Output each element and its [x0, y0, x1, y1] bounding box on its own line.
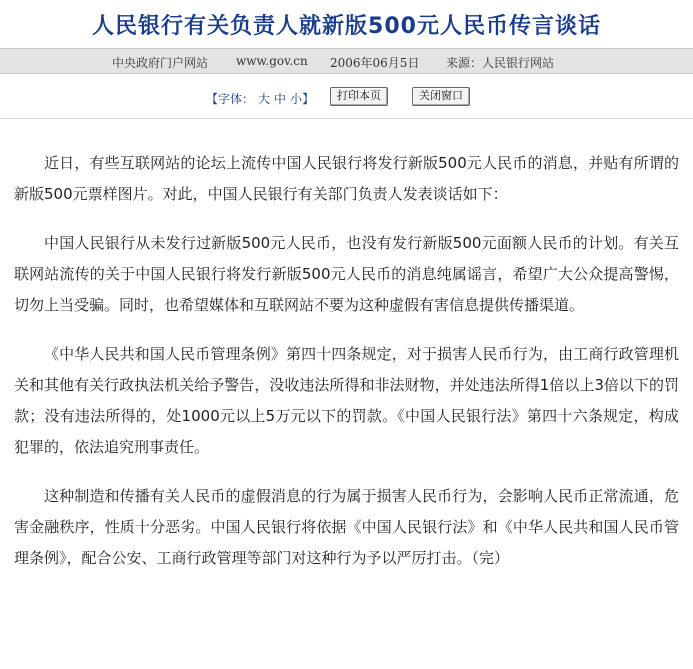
article-paragraph: 《中华人民共和国人民币管理条例》第四十四条规定，对于损害人民币行为，由工商行政管理机关和其他有关行政执法机关给予警告，没收违法所得和非法财物，并处违法所得1倍以上3倍以下的罚款；没有违法所得的，处1000元以上5万元以下的罚款。《中国人民银行法》第四十六条规定，构成犯罪的，依法追究刑事责任。	[14, 345, 679, 456]
meta-date: 2006年06月5日	[330, 56, 420, 70]
font-size-close-bracket: 】	[302, 92, 315, 106]
article-title: 人民银行有关负责人就新版500元人民币传言谈话	[92, 13, 601, 39]
article-body	[14, 148, 679, 592]
meta-url: www.gov.cn	[236, 54, 308, 68]
meta-source: 来源：人民银行网站	[446, 56, 555, 70]
font-small-link[interactable]: 小	[290, 92, 303, 106]
font-medium-link[interactable]: 中	[274, 92, 287, 106]
article-toolbar	[0, 74, 693, 118]
article-paragraph: 中国人民银行从未发行过新版500元人民币，也没有发行新版500元面额人民币的计划。有关互联网站流传的关于中国人民银行将发行新版500元人民币的消息纯属谣言，希望广大公众提高警惕，切勿上当受骗。同时，也希望媒体和互联网站不要为这种虚假有害信息提供传播渠道。	[14, 234, 679, 314]
article-paragraph: 近日，有些互联网站的论坛上流传中国人民银行将发行新版500元人民币的消息，并贴有所谓的新版500元票样图片。对此，中国人民银行有关部门负责人发表谈话如下：	[14, 154, 679, 203]
meta-site: 中央政府门户网站	[112, 56, 209, 70]
meta-bar	[0, 48, 693, 74]
font-large-link[interactable]: 大	[258, 92, 271, 106]
toolbar-divider	[0, 118, 693, 119]
close-window-button[interactable]: 关闭窗口	[412, 87, 470, 106]
font-size-label: 【字体：	[206, 92, 255, 106]
font-size-selector	[206, 90, 314, 107]
print-button[interactable]: 打印本页	[330, 87, 388, 106]
article-paragraph: 这种制造和传播有关人民币的虚假消息的行为属于损害人民币行为，会影响人民币正常流通，危害金融秩序，性质十分恶劣。中国人民银行将依据《中国人民银行法》和《中华人民共和国人民币管理条例》，配合公安、工商行政管理等部门对这种行为予以严厉打击。（完）	[14, 487, 679, 567]
